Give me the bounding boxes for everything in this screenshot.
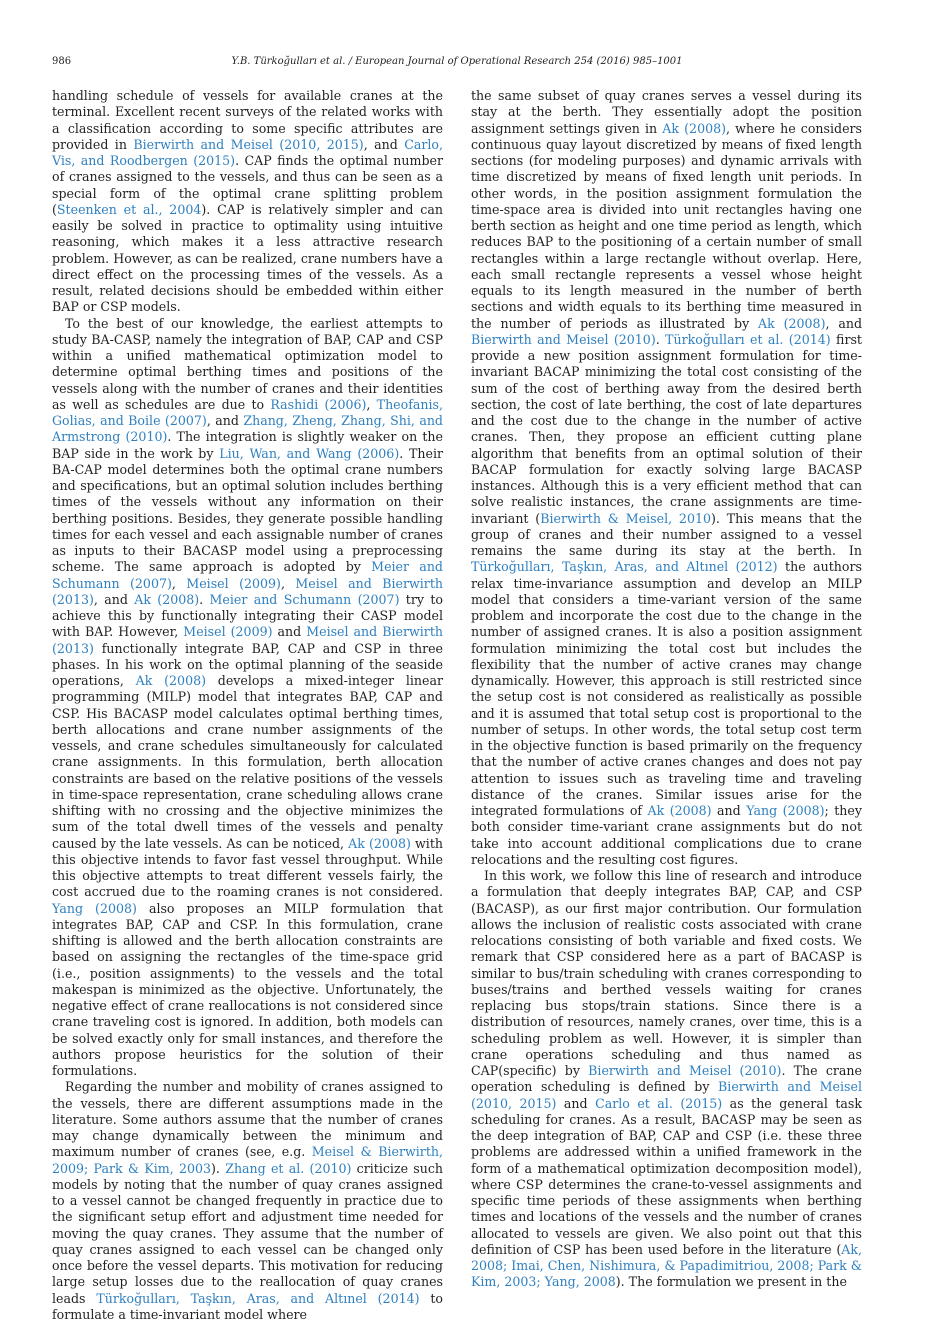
paragraph-text: . bbox=[199, 591, 210, 607]
paragraph-text: , bbox=[171, 575, 187, 591]
paragraph-text: develops a mixed-integer linear programming (MILP) model that integrates BAP, CAP and CSP. His BACASP model calculates optimal berthing times, berth allocations and crane number assignments of the vessels, and crane schedules simultaneously for calculated crane assignments. In this formulation, berth allocation constraints are based on the relative positions of the vessels in time-space representation, crane scheduling allows crane shifting with no crossing and the objective minimizes the sum of the total dwell times of the vessels and penalty caused by the late vessels. As can be noticed, bbox=[52, 673, 443, 851]
paragraph-text: . bbox=[655, 331, 666, 347]
paragraph-text: To the best of our knowledge, the earliest attempts to study BA-CASP, namely the integration of BAP, CAP and CSP within a unified mathematical optimization model to determine optimal berthing times and positions of the vessels along with the number of cranes and their identities as well as schedules are due to bbox=[52, 315, 443, 412]
citation-link[interactable]: Ak (2008) bbox=[662, 120, 727, 136]
paragraph-text: also proposes an MILP formulation that integrates BAP, CAP and CSP. In this formulation, crane shifting is allowed and the berth allocation constraints are based on assigning the rectangles of the time-space grid (i.e., position assignments) to the vessels and the total makespan is minimized as the objective. Unfortunately, the negative effect of crane reallocations is not considered since crane traveling cost is ignored. In addition, both models can be solved exactly only for small instances, and therefore the authors propose heuristics for the solution of their formulations. bbox=[52, 900, 443, 1078]
paragraph-text: the same subset of quay cranes serves a vessel during its stay at the berth. They essentially adopt the position assignment settings given in bbox=[471, 88, 862, 136]
paragraph-text: . The crane operation scheduling is defined by bbox=[471, 1063, 862, 1095]
citation-link[interactable]: Meisel (2009) bbox=[183, 624, 273, 640]
paragraph-text: with this objective intends to favor fast vessel throughput. While this objective attempts to treat different vessels fairly, the cost accrued due to the roaming cranes is not considered. bbox=[52, 835, 443, 900]
paragraph-text: and bbox=[711, 803, 747, 818]
paragraph-text: the authors relax time-invariance assumption and develop an MILP model that considers a time-variant version of the same problem and incorporate the cost due to the change in the number of assigned cranes. It is also a position assignment formulation minimizing the total cost but includes the flexibility that the number of active cranes may change dynamically. However, this approach is still restricted since the setup cost is not considered as realistically as possible and it is assumed that total setup cost is proportional to the number of setups. In other words, the total setup cost term in the objective function is based primarily on the frequency that the number of active cranes changes and does not pay attention to issues such as traveling time and traveling distance of the cranes. Similar issues arise for the integrated formulations of bbox=[471, 559, 862, 818]
paragraph-text: , bbox=[366, 396, 377, 412]
citation-link[interactable]: Steenken et al., 2004 bbox=[56, 201, 202, 217]
citation-link[interactable]: Meier and Schumann (2007) bbox=[52, 559, 443, 591]
citation-link[interactable]: Ak (2008) bbox=[135, 673, 207, 688]
citation-link[interactable]: Bierwirth and Meisel (2010, 2015) bbox=[133, 136, 364, 152]
citation-link[interactable]: Carlo et al. (2015) bbox=[595, 1095, 723, 1111]
paragraph-text: . The integration is slightly weaker on the BAP side in the work by bbox=[52, 429, 443, 461]
citation-link[interactable]: Bierwirth and Meisel (2010, 2015) bbox=[471, 1079, 862, 1111]
citation-link[interactable]: Meier and Schumann (2007) bbox=[209, 591, 400, 607]
citation-link[interactable]: Türkoğulları, Taşkın, Aras, and Altınel (2012) bbox=[471, 559, 778, 575]
paragraph-text: first provide a new position assignment formulation for time-invariant BACAP minimizing the total cost consisting of the sum of the cost of berthing away from the desired berth section, the cost of late berthing, the cost of late departures and the cost due to the change in the number of active cranes. Then, they propose an efficient cutting plane algorithm that benefits from an optimal solution of their BACAP formulation for exactly solving large BACASP instances. Although this is a very efficient method that can solve realistic instances, the crane assignments are time-invariant ( bbox=[471, 331, 862, 526]
body-paragraph bbox=[52, 316, 443, 1080]
paragraph-text: ). bbox=[211, 1160, 226, 1176]
citation-link[interactable]: Ak (2008) bbox=[348, 835, 411, 851]
citation-link[interactable]: Ak (2008) bbox=[647, 803, 712, 818]
right-column bbox=[471, 88, 862, 1291]
paragraph-text: as the general task scheduling for cranes. As a result, BACASP may be seen as the deep integration of BAP, CAP and CSP (i.e. these three problems are addressed within a unified framework in the form of a mathematical optimization decomposition model), where CSP determines the crane-to-vessel assignments and specific time periods of these assignments when berthing times and locations of the vessels and the number of cranes allocated to vessels are given. We also point out that this definition of CSP has been used before in the literature ( bbox=[471, 1095, 863, 1257]
citation-link[interactable]: Yang (2008) bbox=[746, 803, 825, 818]
paragraph-text: to formulate a time-invariant model where bbox=[52, 1290, 443, 1322]
paragraph-text: , and bbox=[206, 413, 244, 428]
paragraph-text: . Their BA-CAP model determines both the optimal crane numbers and specifications, but an optimal solution includes berthing times of the vessels without any information on their berthing positions. Besides, they generate possible handling times for each vessel and each assignable number of cranes as inputs to their BACASP model using a preprocessing scheme. The same approach is adopted by bbox=[52, 445, 443, 575]
paragraph-text: , and bbox=[93, 591, 135, 607]
citation-link[interactable]: Meisel (2009) bbox=[186, 575, 281, 591]
page-number: 986 bbox=[52, 56, 72, 67]
paragraph-text: criticize such models by noting that the number of quay cranes assigned to a vessel cannot be changed frequently in practice due to the significant setup effort and adjustment time needed for moving the quay cranes. They assume that the number of quay cranes assigned to each vessel can be changed only once before the vessel departs. This motivation for reducing large setup losses due to the reallocation of quay cranes leads bbox=[52, 1160, 444, 1306]
paragraph-text: ; they both consider time-variant crane assignments but do not take into account additional complications due to crane relocations and the resulting cost figures. bbox=[471, 803, 862, 867]
paragraph-text: , where he considers continuous quay layout discretized by means of fixed length sections (for modeling purposes) and dynamic arrivals with time discretized by means of fixed length unit periods. In other words, in the position assignment formulation the time-space area is divided into unit rectangles having one berth section as height and one time period as length, which reduces BAP to the positioning of a certain number of small rectangles within a large rectangle without overlap. Here, each small rectangle represents a vessel whose height equals to its length measured in the number of berth sections and width equals to its berthing time measured in the number of periods as illustrated by bbox=[471, 120, 863, 331]
citation-link[interactable]: Zhang, Zheng, Zhang, Shi, and Armstrong (2010) bbox=[52, 413, 443, 445]
citation-link[interactable]: Yang (2008) bbox=[52, 900, 137, 916]
citation-link[interactable]: Türkoğulları, Taşkın, Aras, and Altınel (2014) bbox=[96, 1290, 420, 1306]
paragraph-text: ). This means that the group of cranes and their number assigned to a vessel remains the same during its stay at the berth. In bbox=[471, 510, 862, 558]
paragraph-text: handling schedule of vessels for available cranes at the terminal. Excellent recent surveys of the related works with a classification according to some specific attributes are provided in bbox=[52, 88, 443, 152]
body-paragraph bbox=[471, 88, 862, 868]
running-head: Y.B. Türkoğulları et al. / European Journal of Operational Research 254 (2016) 985–1001 bbox=[231, 56, 683, 67]
body-paragraph bbox=[52, 1079, 443, 1323]
citation-link[interactable]: Ak, 2008; Imai, Chen, Nishimura, & Papadimitriou, 2008; Park & Kim, 2003; Yang, 2008 bbox=[471, 1241, 862, 1290]
paragraph-text: ). The formulation we present in the bbox=[615, 1274, 847, 1290]
paragraph-text: , and bbox=[825, 315, 863, 331]
paragraph-text: In this work, we follow this line of research and introduce a formulation that deeply integrates BAP, CAP, and CSP (BACASP), as our first major contribution. Our formulation allows the inclusion of realistic costs associated with crane relocations consisting of both variable and fixed costs. We remark that CSP considered here as a part of BACASP is similar to bus/train scheduling with cranes corresponding to buses/trains and berthed vessels waiting for cranes replacing bus stops/train stations. Since there is a distribution of resources, namely cranes, over time, this is a scheduling problem as well. However, it is simpler than crane operations scheduling and thus named as CAP(specific) by bbox=[471, 868, 862, 1078]
citation-link[interactable]: Bierwirth & Meisel, 2010 bbox=[540, 510, 711, 526]
paragraph-text: functionally integrate BAP, CAP and CSP in three phases. In his work on the optimal planning of the seaside operations, bbox=[52, 640, 443, 688]
paragraph-text: ). CAP is relatively simpler and can easily be solved in practice to optimality using intuitive reasoning, which makes it a less attractive research problem. However, as can be realized, crane numbers have a direct effect on the processing times of the vessels. As a result, related decisions should be embedded within either BAP or CSP models. bbox=[52, 201, 443, 315]
paragraph-text: and bbox=[272, 624, 307, 640]
paragraph-text: , bbox=[280, 575, 296, 591]
citation-link[interactable]: Ak (2008) bbox=[134, 591, 200, 607]
citation-link[interactable]: Ak (2008) bbox=[758, 315, 826, 331]
citation-link[interactable]: Meisel and Bierwirth (2013) bbox=[52, 624, 443, 656]
paragraph-text: and bbox=[556, 1095, 596, 1111]
left-column bbox=[52, 88, 443, 1323]
citation-link[interactable]: Zhang et al. (2010) bbox=[225, 1160, 352, 1176]
paragraph-text: Regarding the number and mobility of cranes assigned to the vessels, there are different assumptions made in the literature. Some authors assume that the number of cranes may change dynamically between the minimum and maximum number of cranes (see, e.g. bbox=[52, 1079, 443, 1160]
body-paragraph bbox=[471, 868, 862, 1291]
paragraph-text: . CAP finds the optimal number of cranes assigned to the vessels, and thus can be seen as a special form of the optimal crane splitting problem ( bbox=[52, 153, 443, 217]
citation-link[interactable]: Bierwirth and Meisel (2010) bbox=[588, 1063, 782, 1078]
body-paragraph bbox=[52, 88, 443, 316]
citation-link[interactable]: Rashidi (2006) bbox=[270, 396, 367, 412]
citation-link[interactable]: Bierwirth and Meisel (2010) bbox=[471, 331, 656, 347]
paragraph-text: , and bbox=[363, 136, 405, 152]
citation-link[interactable]: Carlo, Vis, and Roodbergen (2015) bbox=[52, 136, 443, 168]
citation-link[interactable]: Meisel and Bierwirth (2013) bbox=[52, 575, 443, 607]
citation-link[interactable]: Theofanis, Golias, and Boile (2007) bbox=[52, 396, 443, 428]
citation-link[interactable]: Meisel & Bierwirth, 2009; Park & Kim, 2003 bbox=[52, 1144, 443, 1176]
running-header bbox=[52, 56, 862, 70]
paragraph-text: try to achieve this by functionally integrating their CASP model with BAP. However, bbox=[52, 591, 443, 640]
citation-link[interactable]: Türkoğulları et al. (2014) bbox=[665, 331, 831, 347]
citation-link[interactable]: Liu, Wan, and Wang (2006) bbox=[219, 445, 400, 461]
